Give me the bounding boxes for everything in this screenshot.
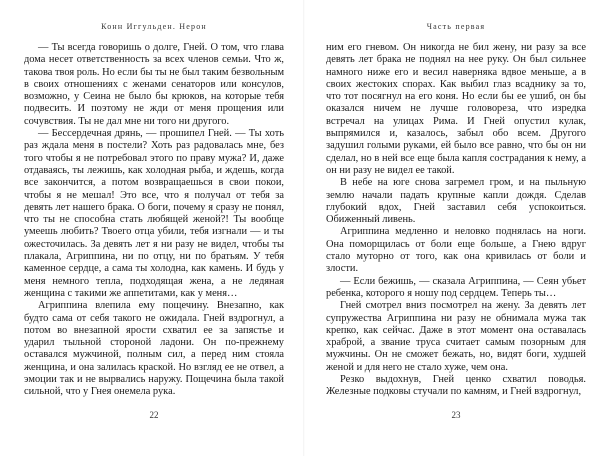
paragraph: — Если бежишь, — сказала Агриппина, — Сеян убьет ребенка, которого я ношу под сердцем. Теперь ты… (326, 275, 586, 299)
right-page (326, 0, 586, 456)
paragraph: — Ты всегда говоришь о долге, Гней. О том, что глава дома несет ответственность за всех членов семьи. Что ж, такова твоя роль. Но если бы ты не был таким безвольным в своих отношениях с женами сенаторов или консулов, возможно, у Сеина не было бы крюков, на которые тебя подвесить. И поэтому не жди от меня прощения или сочувствия. Ты не дал мне ни того ни другого. (24, 42, 285, 127)
left-page-number: 22 (149, 410, 159, 420)
paragraph: Агриппина влепила ему пощечину. Внезапно, как будто сама от себя такого не ожидала. Гней вздрогнул, а потом во внезапной ярости схватил ее за запястье и ударил тыльной стороной ладони. Он по-прежнему оставался мужчиной, полным сил, а перед ним стояла женщина, и она залилась краской. Но взгляд ее не отвел, а эмоции так и не вырвались наружу. Пощечина была такой сильной, что у Гнея онемела рука. (24, 300, 284, 398)
paragraph: ним его гневом. Он никогда не бил жену, ни разу за все девять лет брака не поднял на нее руку. Он был сильнее намного ниже его и весил наверняка вдвое меньше, а в своих жестоких спорах. Как выбил глаз всаднику за то, что тот посягнул на его коня. Но если бы ее ушиб, он бы оказался ничем не лучше головореза, что изредка встречал на улицах Рима. И Гней опустил кулак, выпрямился и, казалось, забыл обо всем. Другого задушил голыми руками, ей было все равно, что бы он ни сделал, но в ней все еще была капля сострадания к нему, а он ни разу не видел ее такой. (326, 42, 586, 176)
gutter-shadow (303, 0, 305, 456)
paragraph: Агриппина медленно и неловко поднялась на ноги. Она поморщилась от боли еще больше, а Гнею вдруг стало муторно от того, как она кривилась от боли и злости. (326, 226, 586, 275)
paragraph: Резко выдохнув, Гней ценко схватил поводья. Железные подковы стучали по камням, и Гней вздрогнул, (326, 374, 586, 398)
right-text-block (326, 42, 586, 399)
paragraph: В небе на юге снова загремел гром, и на пыльную землю начали падать крупные капли дождя. Сделав глубокий вдох, Гней заставил себя успокоиться. Обиженный ливень. (326, 177, 586, 226)
right-page-number: 23 (451, 410, 461, 420)
paragraph: — Бессердечная дрянь, — прошипел Гней. — Ты хоть раз ждала меня в постели? Хоть раз радовалась мне, без того чтобы я не потребовал этого по праву мужа? И, даже отдаваясь, ты лежишь, как холодная рыба, и ждешь, когда все закончится, а потом возвращаешься в свои покои, чтобы я не мешал! Это все, что я получал от тебя за девять лет нашего брака. О боги, почему я сразу не понял, что ты не способна стать любящей женой?! Ты вообще умеешь любить? Твоего отца убили, тебя изгнали — и ты ожесточилась. За девять лет я ни разу не видел, чтобы ты плакала, Агриппина, ни по отцу, ни по братьям. У тебя каменное сердце, а сама ты холодна, как камень. И будь у меня немного тепла, подходящая жена, а не ледяная женщина с такими же аппетитами, как у меня… (24, 128, 284, 299)
left-running-head: Конн Иггульден. Нерон (101, 22, 207, 31)
paragraph: Гней смотрел вниз посмотрел на жену. За девять лет супружества Агриппина ни разу не обнимала мужа так крепко, как сейчас. Даже в этот момент она оставалась храброй, а звание труса считает самым позорным для мужчины. Он не сможет бежать, но, видят боги, худшей женой и для него не стало хуже, чем она. (326, 300, 586, 373)
right-running-head: Часть первая (426, 22, 486, 31)
left-text-block (24, 42, 284, 399)
left-page (24, 0, 284, 456)
